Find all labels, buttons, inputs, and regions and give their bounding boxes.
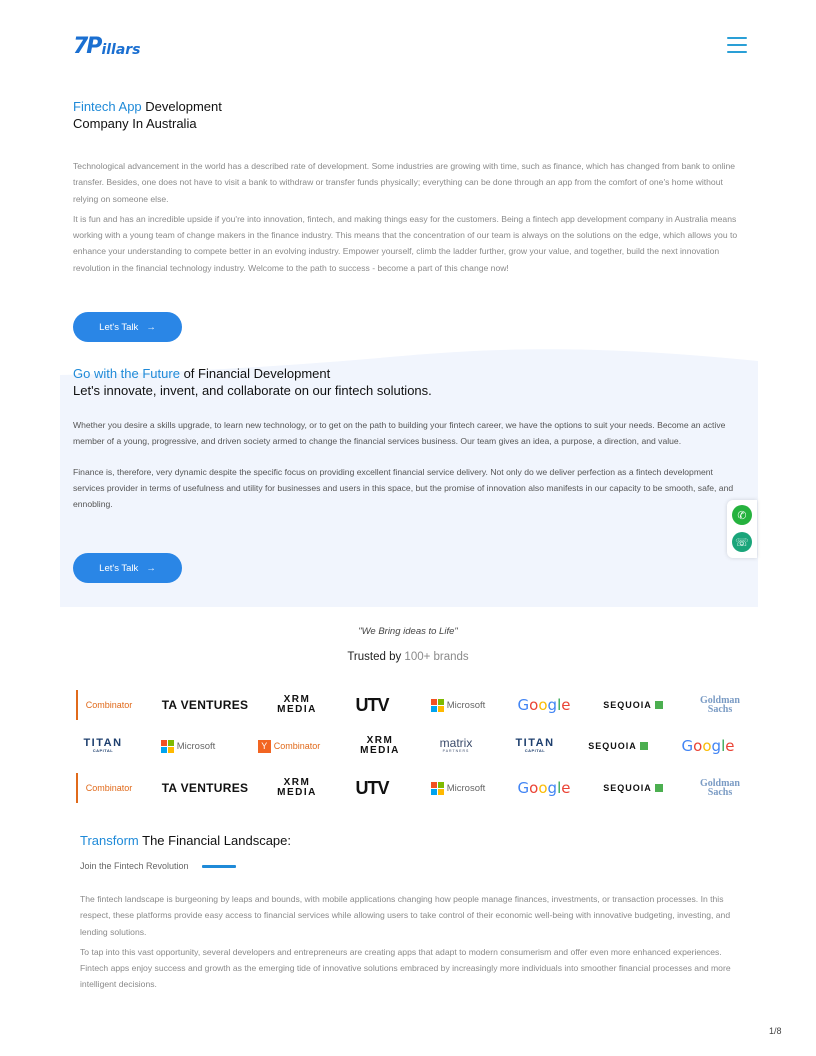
tagline: "We Bring ideas to Life" (358, 626, 458, 637)
brand-logo-microsoft: Microsoft (153, 731, 223, 761)
lets-talk-label-2: Let's Talk (99, 562, 139, 574)
brand-logo-sequoia: SEQUOIA (600, 773, 666, 803)
brand-logo-goldman-sachs: Goldman Sachs (699, 778, 740, 798)
brand-logo-utv: UTV (355, 694, 389, 715)
future-section (73, 365, 745, 512)
brand-row-1 (73, 690, 753, 720)
brand-logo-microsoft: Microsoft (423, 773, 493, 803)
transform-paragraph-1: The fintech landscape is burgeoning by leaps and bounds, with mobile applications changing how people manage finances, investments, or transaction processes. In this respect, these platforms provide easy access to financial services while allowing users to take control of their economic well-being with innovative budgeting, investing, and lending solutions. (80, 894, 731, 937)
logo[interactable] (73, 36, 141, 58)
logo-mark: 7P (73, 34, 101, 59)
whatsapp-icon[interactable]: ✆ (732, 505, 752, 525)
hamburger-menu-icon[interactable] (727, 37, 747, 55)
transform-subtitle: Join the Fintech Revolution (80, 861, 189, 871)
lets-talk-button[interactable] (73, 312, 182, 342)
transform-title (80, 832, 745, 849)
future-title-accent: Go with the Future (73, 366, 180, 381)
logo-text: illars (101, 42, 141, 58)
brand-row-2 (73, 731, 753, 761)
trusted-count: 100+ brands (404, 651, 469, 663)
microsoft-icon (431, 699, 444, 712)
brand-logo-google: G o o g l e (517, 696, 571, 714)
page-number: 1/8 (769, 1026, 782, 1036)
intro-paragraph-1: Technological advancement in the world has a described rate of development. Some industries are growing with time, such as finance, which has changed from bank to online transfer. Besides, one does not have to visit a bank to withdraw or transfer funds physically; everything can be done through an app from the comfort of one's home without relying on someone else. (73, 161, 736, 204)
future-paragraph-2: Finance is, therefore, very dynamic despite the specific focus on providing excellent financial service delivery. Not only do we deliver perfection as a fintech development services provider in terms of usefulness and utility for businesses and users in this space, but the promise of innovation also manifests in our capacity to be smooth, safe, and ennobling. (73, 466, 734, 510)
brand-logo-xrm-media: XRM MEDIA (277, 777, 317, 798)
trusted-prefix: Trusted by (347, 651, 405, 663)
intro-title (73, 98, 743, 132)
microsoft-icon (431, 782, 444, 795)
intro-title-rest: Development (141, 99, 222, 114)
subtitle-underline (202, 865, 236, 868)
brand-logo-xrm-media: XRM MEDIA (360, 735, 400, 756)
brand-logo-ta-ventures: TA VENTURES (161, 698, 249, 712)
floating-contact-bar (727, 500, 757, 558)
brand-logo-combinator: Combinator (76, 773, 136, 803)
future-paragraph-1: Whether you desire a skills upgrade, to learn new technology, or to get on the path to building your fintech career, we have the options to suit your needs. Become an active member of a young, progressive, and driven society armed to change the financial services business. Our team gives an idea, a purpose, a direction, and value. (73, 420, 726, 447)
transform-subtitle-row (80, 861, 745, 871)
brand-logo-matrix-partners: matrix PARTNERS (439, 736, 473, 753)
brand-logo-y-combinator: Y Combinator (251, 731, 327, 761)
brand-logo-ta-ventures: TA VENTURES (161, 781, 249, 795)
brand-logo-google: G o o g l e (681, 737, 735, 755)
brand-logo-google: G o o g l e (517, 779, 571, 797)
future-title (73, 365, 745, 399)
brand-logo-goldman-sachs: Goldman Sachs (699, 695, 740, 715)
lets-talk-label: Let's Talk (99, 321, 139, 333)
brand-logo-sequoia: SEQUOIA (600, 690, 666, 720)
transform-title-rest: The Financial Landscape: (138, 833, 291, 848)
transform-title-accent: Transform (80, 833, 139, 848)
lets-talk-button-2[interactable] (73, 553, 182, 583)
brand-logo-titan-capital: TITAN CAPITAL (515, 737, 555, 753)
brand-row-3 (73, 773, 753, 803)
intro-section (73, 98, 743, 276)
transform-paragraph-2: To tap into this vast opportunity, several developers and entrepreneurs are creating apps that adapt to modern consumerism and offer even more enhanced experiences. Fintech apps enjoy success and growth as the emerging tide of innovative solutions embraced by increasingly more individuals into smoother financial processes and more intelligent decisions. (80, 946, 731, 990)
transform-section (80, 832, 745, 993)
microsoft-icon (161, 740, 174, 753)
intro-title-line2: Company In Australia (73, 116, 197, 131)
brand-logo-combinator: Combinator (76, 690, 136, 720)
phone-icon[interactable]: ☏ (732, 532, 752, 552)
brand-logo-sequoia: SEQUOIA (585, 731, 651, 761)
future-title-rest: of Financial Development (179, 366, 331, 381)
arrow-right-icon: → (146, 321, 156, 333)
brand-logo-utv: UTV (355, 777, 389, 798)
intro-paragraph-2: It is fun and has an incredible upside if you're into innovation, fintech, and making things easy for the customers. Being a fintech app development company in Australia means working with a young team of change makers in the finance industry. This means that the concentration of our team is always on the solutions on the edge, which allows you to enhance your understanding to compete better in an evolving industry. Empower yourself, climb the ladder further, grow your value, and together, build the next innovation revolution in the financial technology industry. Welcome to the path to success - become a part of this change now! (73, 213, 738, 273)
intro-title-accent: Fintech App (73, 99, 142, 114)
future-title-line2: Let's innovate, invent, and collaborate on our fintech solutions. (73, 383, 432, 398)
brand-logo-microsoft: Microsoft (423, 690, 493, 720)
trusted-by-heading (0, 651, 816, 663)
brand-logo-titan-capital: TITAN CAPITAL (83, 737, 123, 753)
header (0, 0, 816, 95)
arrow-right-icon: → (146, 562, 156, 574)
brand-logo-xrm-media: XRM MEDIA (277, 694, 317, 715)
